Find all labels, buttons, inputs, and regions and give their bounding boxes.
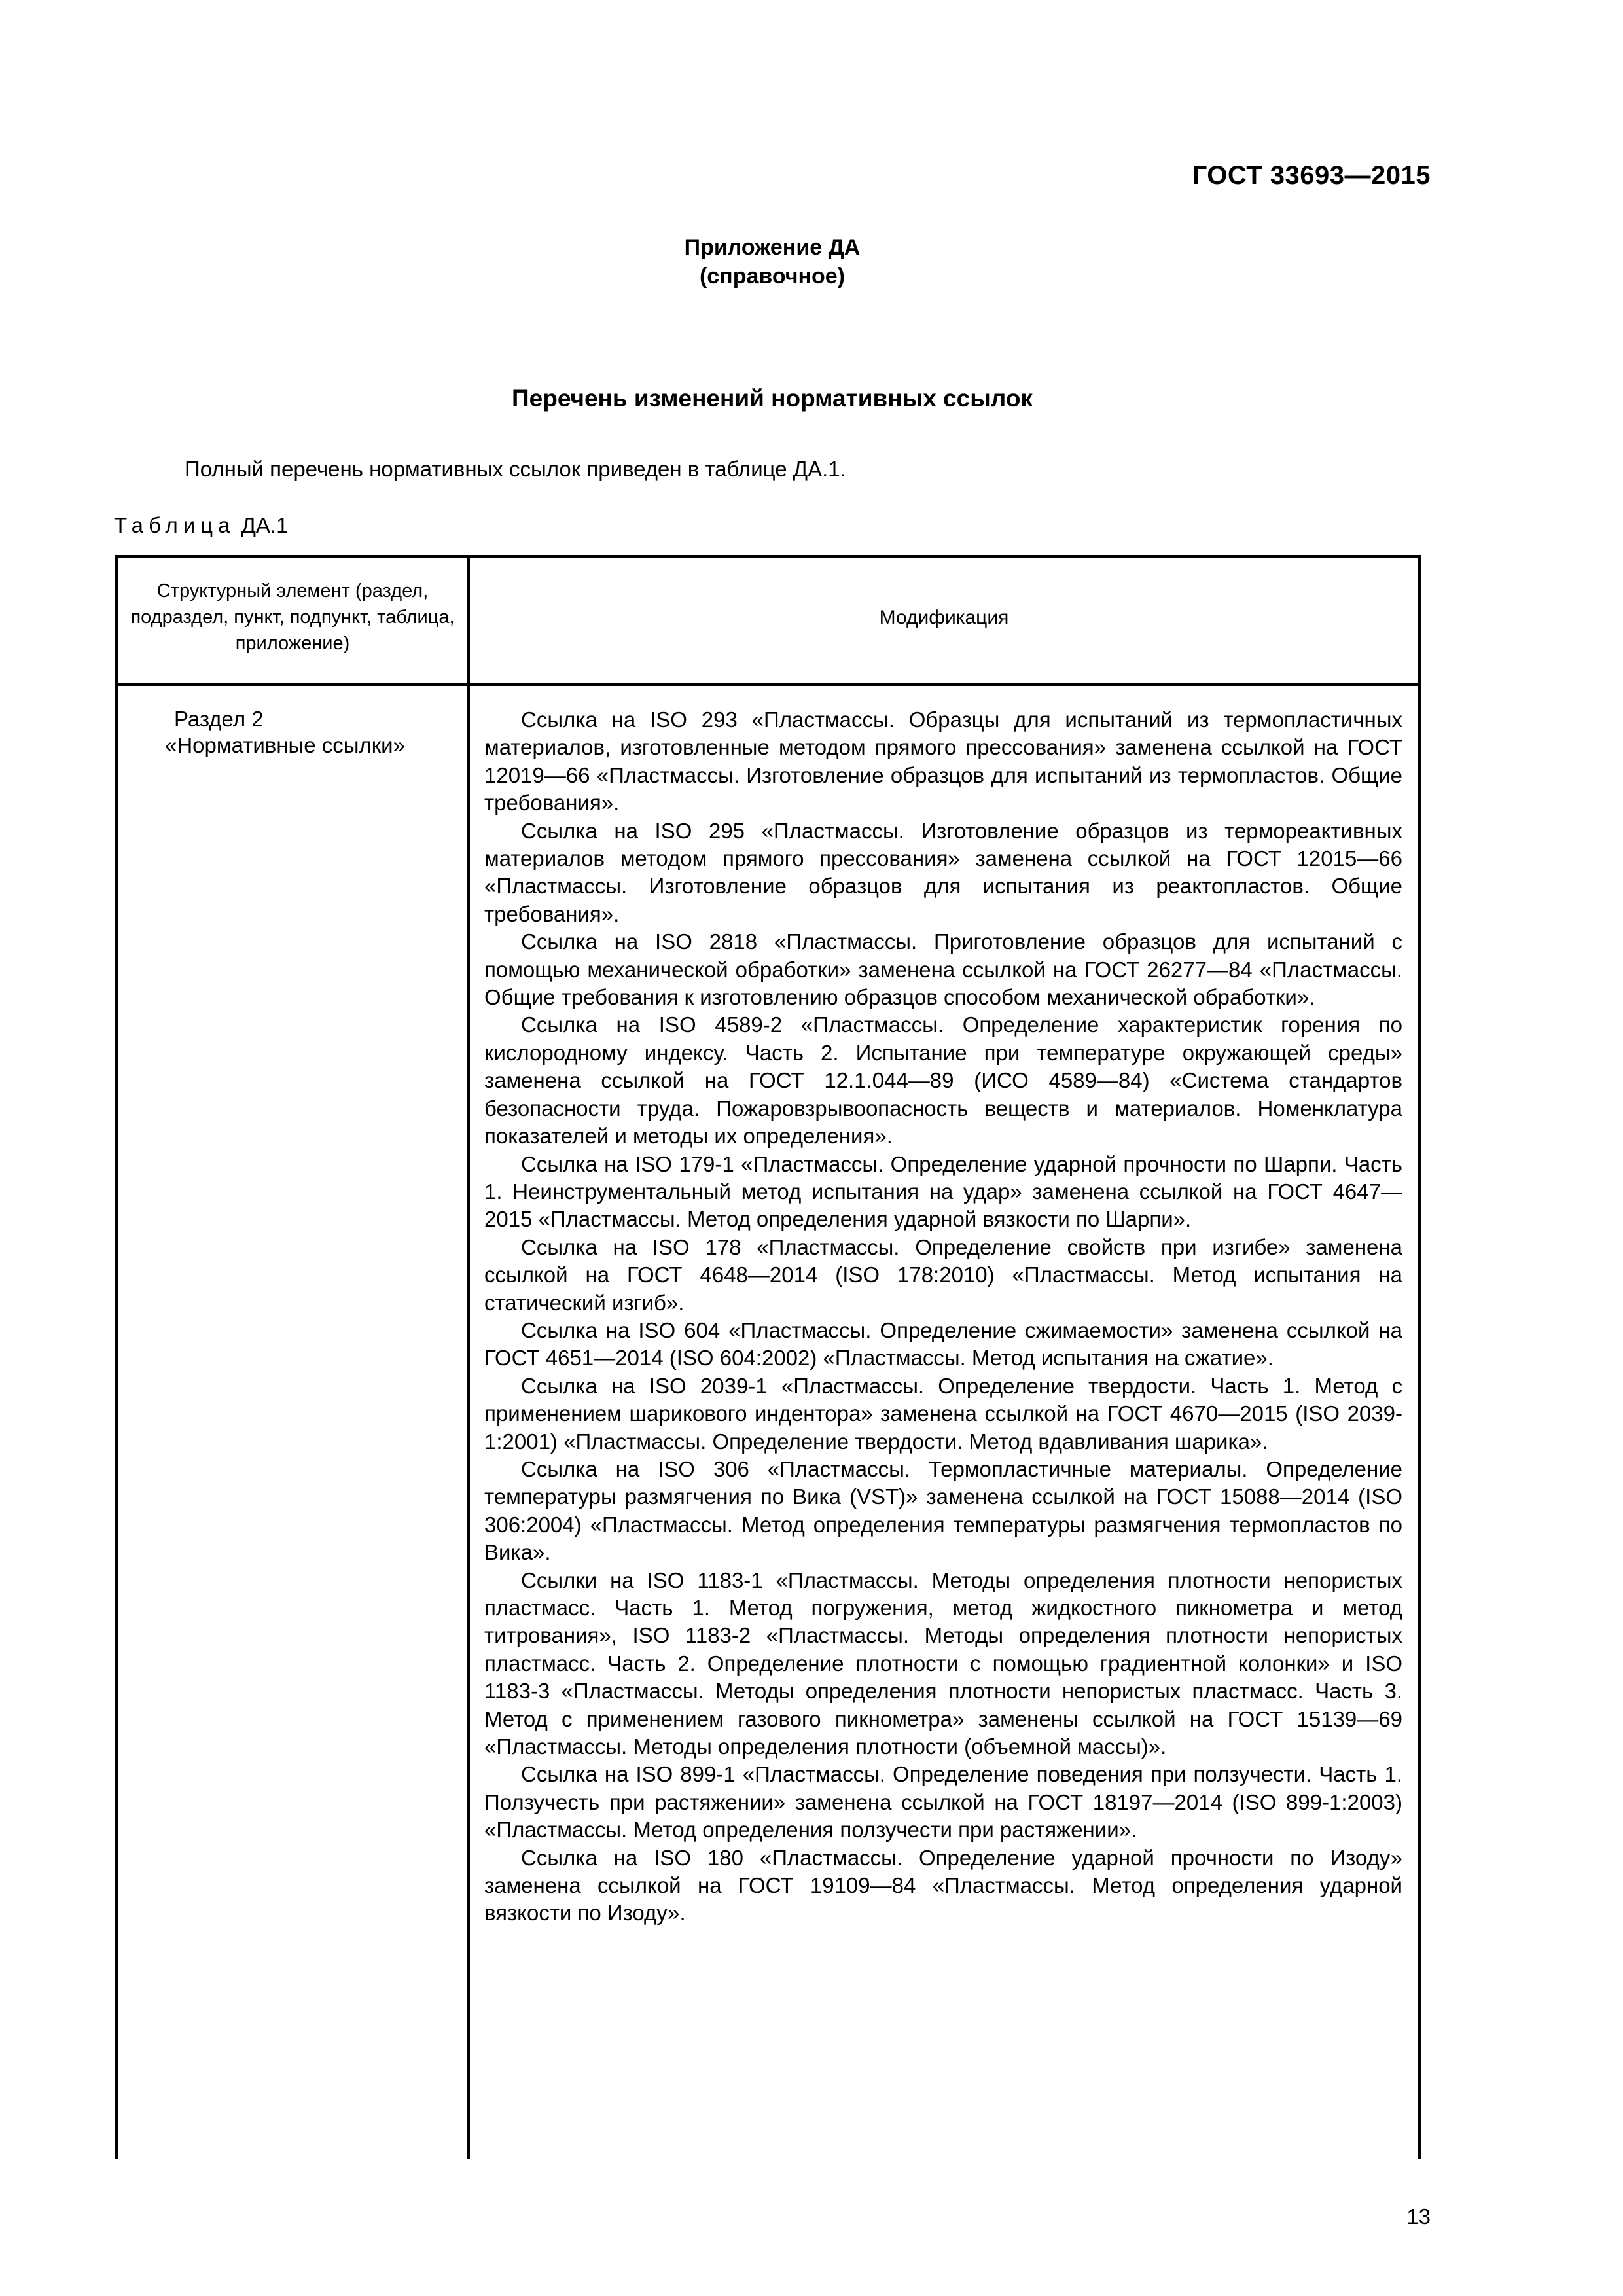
table-caption <box>114 513 288 538</box>
modification-item: Ссылка на ISO 306 «Пластмассы. Термопластичные материалы. Определение температуры размягчения по Вика (VST)» заменена ссылкой на ГОСТ 15088—2014 (ISO 306:2004) «Пластмассы. Метод определения температуры размягчения термопластов по Вика». <box>484 1456 1402 1565</box>
modification-item: Ссылка на ISO 2818 «Пластмассы. Приготовление образцов для испытаний с помощью механической обработки» заменена ссылкой на ГОСТ 26277—84 «Пластмассы. Общие требования к изготовлению образцов способом механической обработки». <box>484 929 1402 1010</box>
modification-item: Ссылка на ISO 4589-2 «Пластмассы. Определение характеристик горения по кислородному индексу. Часть 2. Испытание при температуре окружающей среды» заменена ссылкой на ГОСТ 12.1.044—89 (ИСО 4589—84) «Система стандартов безопасности труда. Пожаровзрывоопасность веществ и материалов. Номенклатура показателей и методы их определения». <box>484 1013 1402 1149</box>
annex-title: Приложение ДА <box>684 235 861 260</box>
element-section: Раздел 2 <box>174 707 264 731</box>
modification-item: Ссылка на ISO 899-1 «Пластмассы. Определение поведения при ползучести. Часть 1. Ползучесть при растяжении» заменена ссылкой на ГОСТ 18197—2014 (ISO 899-1:2003) «Пластмассы. Метод определения ползучести при растяжении». <box>484 1762 1402 1842</box>
modification-item: Ссылка на ISO 180 «Пластмассы. Определение ударной прочности по Изоду» заменена ссылкой на ГОСТ 19109—84 «Пластмассы. Метод определения ударной вязкости по Изоду». <box>484 1845 1402 1926</box>
annex-subtitle: (справочное) <box>699 264 846 289</box>
modification-item: Ссылка на ISO 295 «Пластмассы. Изготовление образцов из термореактивных материалов методом прямого прессования» заменена ссылкой на ГОСТ 12015—66 «Пластмассы. Изготовление образцов для испытания из реактопластов. Общие требования». <box>484 818 1402 926</box>
table-caption-prefix: Таблица <box>114 513 236 537</box>
table-header-structural-element: Структурный элемент (раздел, подраздел, пункт, подпункт, таблица, приложение) <box>130 581 455 654</box>
page-number: 13 <box>1406 2204 1431 2229</box>
section-title: Перечень изменений нормативных ссылок <box>512 385 1033 412</box>
element-section-name: «Нормативные ссылки» <box>165 733 405 757</box>
modification-item: Ссылка на ISO 604 «Пластмассы. Определение сжимаемости» заменена ссылкой на ГОСТ 4651—2014 (ISO 604:2002) «Пластмассы. Метод испытания на сжатие». <box>484 1318 1402 1371</box>
modification-item: Ссылка на ISO 2039-1 «Пластмассы. Определение твердости. Часть 1. Метод с применением шарикового индентора» заменена ссылкой на ГОСТ 4670—2015 (ISO 2039-1:2001) «Пластмассы. Определение твердости. Метод вдавливания шарика». <box>484 1373 1402 1454</box>
modification-item: Ссылка на ISO 293 «Пластмассы. Образцы для испытаний из термопластичных материалов, изготовленные методом прямого прессования» заменена ссылкой на ГОСТ 12019—66 «Пластмассы. Изготовление образцов для испытаний из термопластов. Общие требования». <box>484 708 1402 816</box>
modifications-table <box>115 555 1421 2159</box>
column-divider <box>467 558 470 2159</box>
modification-item: Ссылка на ISO 178 «Пластмассы. Определение свойств при изгибе» заменена ссылкой на ГОСТ 4648—2014 (ISO 178:2010) «Пластмассы. Метод испытания на статический изгиб». <box>484 1234 1402 1315</box>
document-code: ГОСТ 33693—2015 <box>1192 161 1431 190</box>
table-cell-element <box>165 706 462 759</box>
annex-heading <box>641 233 903 291</box>
table-header-modification: Модификация <box>879 607 1009 628</box>
intro-paragraph: Полный перечень нормативных ссылок приведен в таблице ДА.1. <box>185 457 846 481</box>
table-cell-modifications <box>484 706 1402 1928</box>
modification-item: Ссылка на ISO 179-1 «Пластмассы. Определение ударной прочности по Шарпи. Часть 1. Неинструментальный метод испытания на удар» заменена ссылкой на ГОСТ 4647—2015 «Пластмассы. Метод определения ударной вязкости по Шарпи». <box>484 1151 1402 1232</box>
modification-item: Ссылки на ISO 1183-1 «Пластмассы. Методы определения плотности непористых пластмасс. Часть 1. Метод погружения, метод жидкостного пикнометра и метод титрования», ISO 1183-2 «Пластмассы. Методы определения плотности непористых пластмасс. Часть 2. Определение плотности с помощью градиентной колонки» и ISO 1183-3 «Пластмассы. Методы определения плотности непористых пластмасс. Часть 3. Метод с применением газового пикнометра» заменены ссылкой на ГОСТ 15139—69 «Пластмассы. Методы определения плотности (объемной массы)». <box>484 1568 1402 1759</box>
table-caption-id: ДА.1 <box>241 513 289 537</box>
header-divider <box>118 683 1418 686</box>
